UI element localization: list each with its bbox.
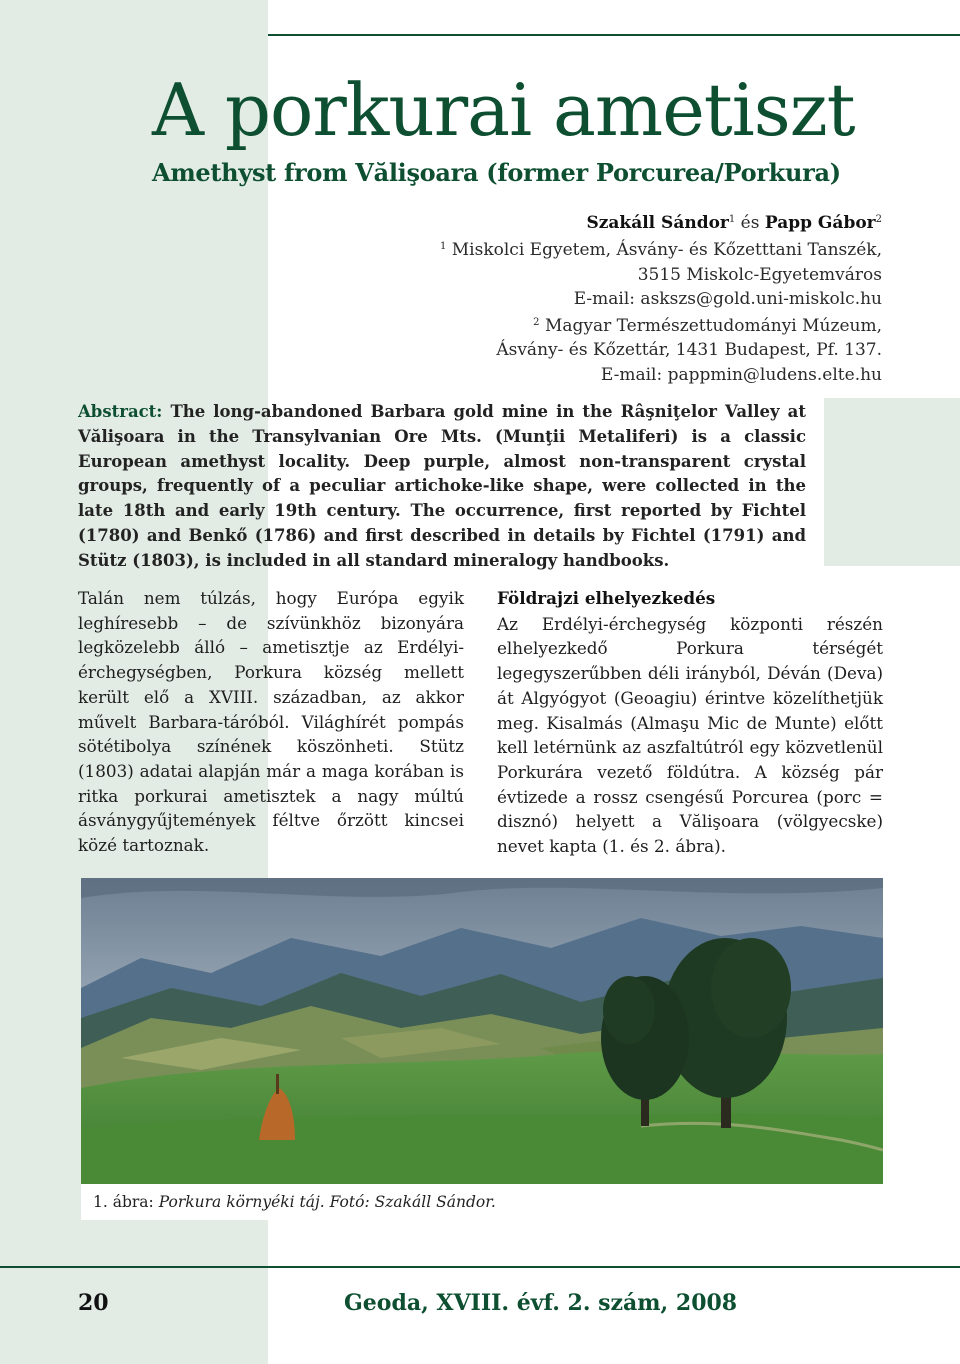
- article-subtitle: Amethyst from Vălişoara (former Porcurea/Porkura): [152, 158, 841, 187]
- affiliation-2-line-1: [322, 311, 882, 338]
- landscape-photo: [81, 878, 883, 1184]
- authors-block: [322, 208, 882, 387]
- tree-crown: [603, 976, 655, 1044]
- abstract-label: Abstract:: [78, 402, 163, 421]
- author-conjunction: és: [740, 213, 760, 233]
- author-line: [322, 208, 882, 235]
- journal-citation: Geoda, XVIII. évf. 2. szám, 2008: [344, 1290, 738, 1316]
- caption-text: Porkura környéki táj. Fotó: Szakáll Sándor.: [158, 1193, 496, 1211]
- body-right-column: [497, 586, 883, 859]
- author-2: Papp Gábor: [764, 213, 876, 233]
- page-number: 20: [78, 1290, 109, 1316]
- affiliation-1-line-1: [322, 235, 882, 262]
- caption-number: 1. ábra:: [93, 1193, 154, 1211]
- body-right-paragraph: Az Erdélyi-érchegység központi részén elhelyezkedő Porkura térségét legegyszerűbben déli irányból, Déván (Deva) át Algyógyot (Geoagiu) érintve közelíthetjük meg. Kisalmás (Almaşu Mic de Munte) előtt kell letérnünk az aszfaltútról egy közvetlenül Porkurára vezető földútra. A község pár évtizede a rossz csengésű Porcurea (porc = disznó) helyett a Vălişoara (völgyecske) nevet kapta (1. és 2. ábra).: [497, 613, 883, 857]
- affiliation-2-sup: 2: [533, 317, 540, 329]
- author-1: Szakáll Sándor: [586, 213, 729, 233]
- affiliation-2-text: Magyar Természettudományi Múzeum,: [544, 316, 882, 337]
- body-left-column: Talán nem túlzás, hogy Európa egyik leghíresebb – de szívünkhöz bizonyára legközelebb álló – ametisztje az Erdélyi-érchegységben, Porkura község mellett került elő a XVIII. században, az akkor művelt Barbara-táróból. Világhírét pompás sötétibolya színének köszönheti. Stütz (1803) adatai alapján már a maga korában is ritka porkurai ametisztek a nagy múltú ásványgyűjtemények féltve őrzött kincsei közé tartoznak.: [78, 588, 464, 856]
- abstract-text: The long-abandoned Barbara gold mine in the Râşniţelor Valley at Vălişoara in the Transylvanian Ore Mts. (Munţii Metaliferi) is a classic European amethyst locality. Deep purple, almost non-transparent crystal groups, frequently of a peculiar artichoke-like shape, were collected in the late 18th and early 19th century. The occurrence, first reported by Fichtel (1780) and Benkő (1786) and first described in details by Fichtel (1791) and Stütz (1803), is included in all standard mineralogy handbooks.: [78, 402, 806, 570]
- affiliation-2-email: E-mail: pappmin@ludens.elte.hu: [600, 364, 882, 385]
- author-2-sup: 2: [875, 214, 882, 225]
- right-tint-box: [824, 398, 960, 566]
- tree-crown: [711, 938, 791, 1038]
- affiliation-1-sup: 1: [439, 241, 447, 253]
- author-1-sup: 1: [728, 214, 736, 225]
- section-heading: Földrajzi elhelyezkedés: [497, 588, 716, 608]
- affiliation-1-line-2: 3515 Miskolc-Egyetemváros: [637, 264, 882, 285]
- article-title: A porkurai ametiszt: [152, 68, 855, 152]
- landscape-illustration: [81, 878, 883, 1184]
- figure-caption: [81, 1184, 883, 1220]
- abstract: [78, 400, 806, 574]
- haystack-pole: [276, 1074, 279, 1094]
- foreground-meadow: [81, 1114, 883, 1184]
- bottom-rule: [0, 1266, 960, 1268]
- affiliation-1-email: E-mail: askszs@gold.uni-miskolc.hu: [573, 288, 882, 309]
- affiliation-2-line-2: Ásvány- és Kőzettár, 1431 Budapest, Pf. 137.: [496, 340, 882, 361]
- affiliation-1-text: Miskolci Egyetem, Ásvány- és Kőzetttani Tanszék,: [451, 240, 882, 261]
- top-rule: [268, 34, 960, 36]
